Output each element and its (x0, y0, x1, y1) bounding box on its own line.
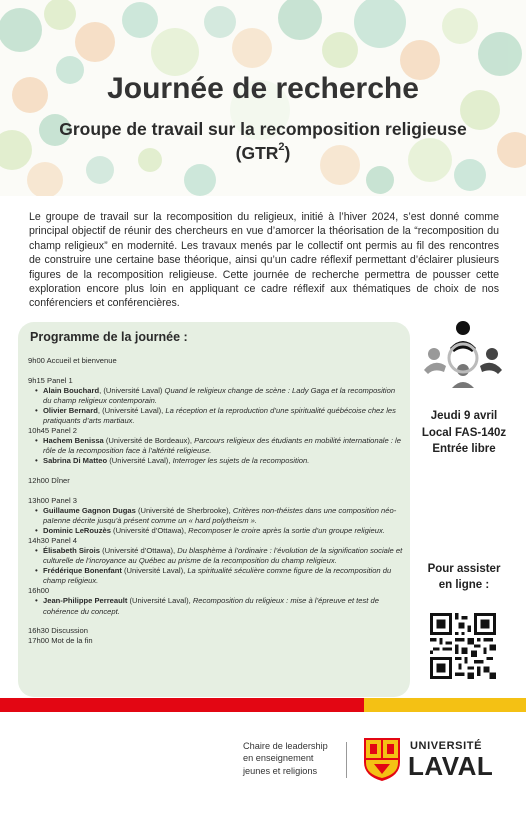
header-banner (0, 0, 526, 196)
event-entry: Entrée libre (432, 443, 496, 455)
page-title: Journée de recherche (107, 72, 419, 105)
talk-item: • Jean-Philippe Perreault (Université Laval), Recomposition du religieux : mise à l’épreuve et test de cohérence du concept. (35, 596, 379, 616)
intro-paragraph: Le groupe de travail sur la recomposition du religieux, initié à l’hiver 2024, s’est donné comme principal objectif de réunir des chercheurs en vue d’amorcer la théorisation de la “recomposition du champ religieux” en modernité. Les travaux menés par le collectif ont permis au fil des rencontres de construire une certaine base théorique, ainsi qu’un cadre réflexif permettant d’éclairer plusieurs figures de la recomposition religieuse. Cette journée de recherche permettra de pousser cette exploration encore plus loin en appliquant ce cadre réflexif aux thématiques de choix de nos conférenciers et conférencières. (29, 211, 499, 310)
talk-item: • Guillaume Gagnon Dugas (Université de Sherbrooke), Critères non-théistes dans une composition néo-païenne décrite jusqu’à présent comme un « hard polytheism ». (35, 505, 397, 525)
footer-divider (346, 742, 347, 778)
talk-item: • Hachem Benissa (Université de Bordeaux), Parcours religieux des étudiants en mobilité internationale : le rôle de la recomposition face à l’altérité religieuse. (35, 436, 401, 456)
talk-item: • Dominic LeRouzès (Université d’Ottawa), Recomposer le croire après la sortie d’un groupe religieux. (35, 525, 385, 535)
talk-item: • Frédérique Bonenfant (Université Laval), La spiritualité séculière comme figure de la recomposition du champ religieux. (35, 566, 392, 586)
schedule-16h: 16h00 (28, 586, 50, 596)
event-room: Local FAS-140z (421, 426, 507, 439)
schedule-panel-4: 14h30 Panel 4 (28, 535, 77, 545)
event-date: Jeudi 9 avril (430, 410, 498, 422)
page-subtitle-acronym: (GTR$^2$) (235, 141, 291, 163)
schedule-panel-2: 10h45 Panel 2 (28, 426, 77, 436)
programme-panel (18, 322, 410, 697)
schedule-welcome: 9h00 Accueil et bienvenue (28, 356, 117, 365)
page-subtitle: Groupe de travail sur la recomposition religieuse (59, 119, 467, 139)
event-info (412, 408, 516, 458)
talk-item: • Sabrina Di Matteo (Université Laval), Interroger les sujets de la recomposition. (35, 456, 310, 466)
programme-heading: Programme de la journée : (30, 330, 188, 344)
talk-item: • Olivier Bernard, (Université Laval), La réception et la reproduction d’une spiritualité québécoise chez les pratiquants d’arts martiaux. (35, 405, 396, 425)
schedule-discussion: 16h30 Discussion (28, 626, 88, 636)
schedule-panel-1: 9h15 Panel 1 (28, 375, 73, 385)
schedule-panel-3: 13h00 Panel 3 (28, 495, 77, 505)
talk-item: • Alain Bouchard, (Université Laval) Quand le religieux change de scène : Lady Gaga et la recomposition du champ religieux contemporain. (35, 385, 396, 405)
talk-item: • Élisabeth Sirois (Université d’Ottawa), Du blasphème à l’ordinaire : l’évolution de la signification sociale et culturelle de l’incroyance au Québec au prisme de la recomposition du champ religieux. (35, 546, 403, 566)
online-attendance: Pour assister en ligne : (427, 563, 501, 591)
schedule-lunch: 12h00 Dîner (28, 475, 70, 485)
chaire-label: Chaire de leadership en enseignement jeunes et religions (243, 741, 328, 776)
programme-list (28, 356, 403, 646)
qr-code-icon[interactable] (430, 613, 496, 679)
people-circle-logo-icon (420, 318, 506, 392)
schedule-closing: 17h00 Mot de la fin (28, 636, 93, 646)
university-name-top: UNIVERSITÉ (410, 740, 483, 752)
university-name-bottom: LAVAL (408, 751, 494, 781)
yellow-band (364, 698, 526, 712)
university-shield-icon (362, 736, 402, 782)
